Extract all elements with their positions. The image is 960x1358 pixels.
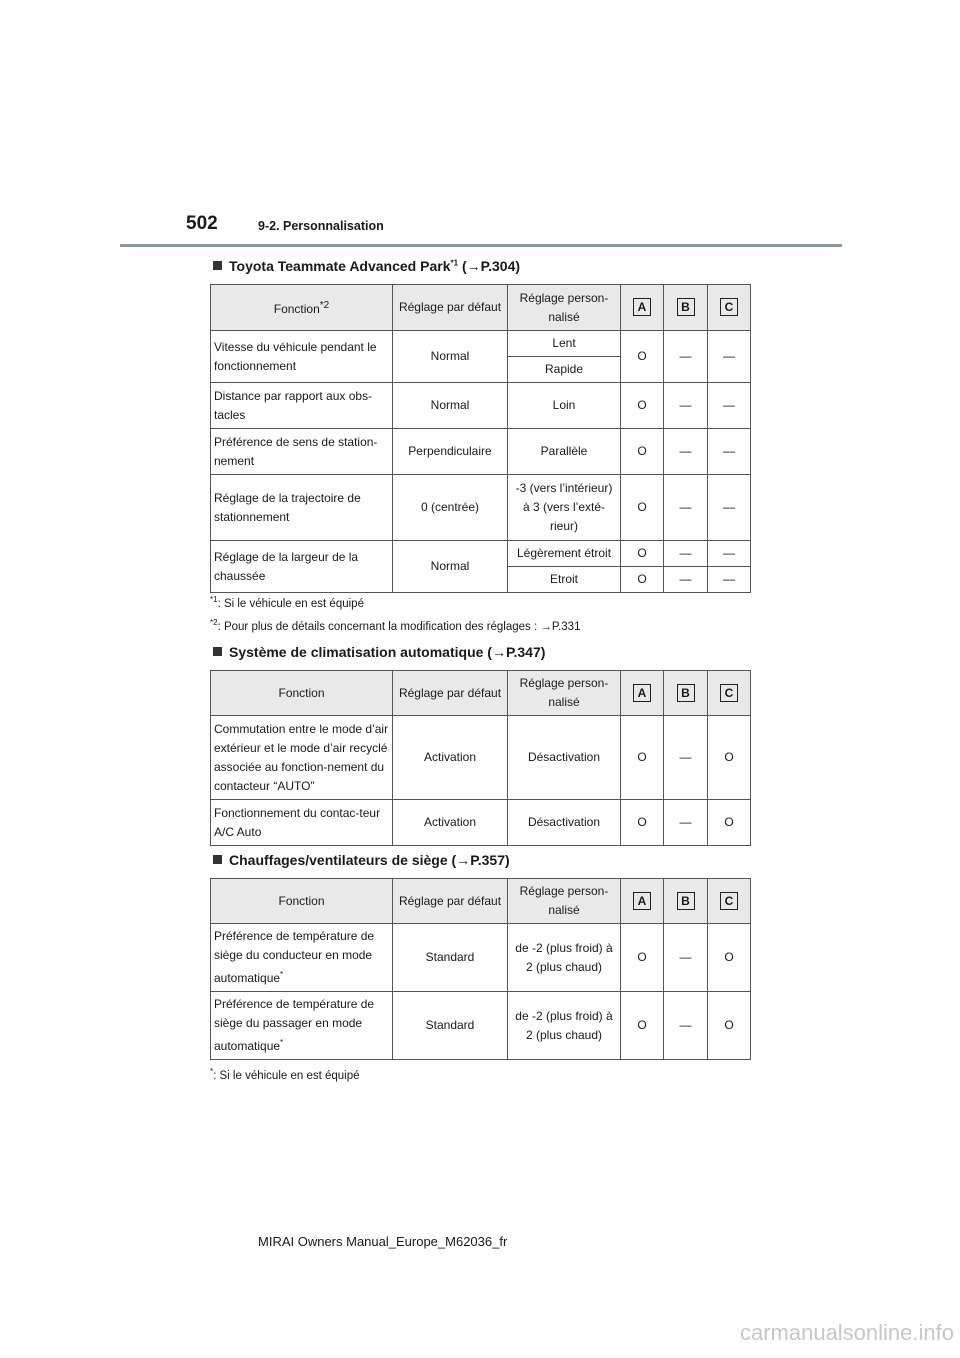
cell-a: O: [621, 541, 664, 567]
cell-b: —: [664, 383, 708, 429]
header-col-b: B: [664, 285, 708, 331]
cell-c: O: [708, 800, 751, 846]
cell-c: —: [708, 383, 751, 429]
cell-a: O: [621, 475, 664, 541]
header-function: Fonction: [211, 671, 393, 716]
table-row: [211, 716, 751, 800]
header-col-a: A: [621, 879, 664, 924]
section-title-advanced-park: Toyota Teammate Advanced Park$^{*1}$ (→P.304): [213, 258, 520, 274]
cell-a: O: [621, 992, 664, 1060]
cell-c: —: [708, 331, 751, 383]
cell-b: —: [664, 541, 708, 567]
cell-c: O: [708, 992, 751, 1060]
cell-default: Normal: [393, 383, 508, 429]
cell-function: Préférence de température de siège du conducteur en mode automatique*: [211, 924, 393, 992]
cell-a: O: [621, 567, 664, 593]
page-number: 502: [186, 213, 218, 234]
cell-custom: de -2 (plus froid) à 2 (plus chaud): [508, 924, 621, 992]
cell-function: Préférence de sens de station-nement: [211, 429, 393, 475]
advanced-park-table: [210, 284, 751, 593]
header-col-c: C: [708, 671, 751, 716]
section-title-climate: Système de climatisation automatique (→P.347): [213, 644, 545, 660]
table-row: [211, 331, 751, 357]
footnote: $^{*1}$: Si le véhicule en est équipé: [210, 595, 364, 610]
cell-custom: Désactivation: [508, 800, 621, 846]
cell-default: Standard: [393, 992, 508, 1060]
header-custom: Réglage person-nalisé: [508, 671, 621, 716]
cell-custom: Rapide: [508, 357, 621, 383]
cell-default: Standard: [393, 924, 508, 992]
table-row: [211, 541, 751, 567]
cell-b: —: [664, 331, 708, 383]
cell-a: O: [621, 331, 664, 383]
cell-default: 0 (centrée): [393, 475, 508, 541]
cell-function: Réglage de la largeur de la chaussée: [211, 541, 393, 593]
header-col-a: A: [621, 285, 664, 331]
cell-a: O: [621, 716, 664, 800]
square-bullet-icon: [213, 261, 222, 270]
cell-b: —: [664, 800, 708, 846]
cell-function: Fonctionnement du contac-teur A/C Auto: [211, 800, 393, 846]
watermark: carmanualsonline.info: [739, 1320, 954, 1345]
cell-b: —: [664, 429, 708, 475]
header-col-b: B: [664, 879, 708, 924]
section-heading: 9-2. Personnalisation: [258, 219, 384, 233]
cell-custom: Loin: [508, 383, 621, 429]
cell-b: —: [664, 992, 708, 1060]
square-bullet-icon: [213, 647, 222, 656]
header-col-b: B: [664, 671, 708, 716]
table-header-row: [211, 879, 751, 924]
cell-c: —: [708, 429, 751, 475]
table-row: [211, 992, 751, 1060]
header-custom: Réglage person-nalisé: [508, 879, 621, 924]
table-row: [211, 383, 751, 429]
cell-custom: de -2 (plus froid) à 2 (plus chaud): [508, 992, 621, 1060]
table-header-row: [211, 671, 751, 716]
cell-function: Distance par rapport aux obs-tacles: [211, 383, 393, 429]
cell-default: Normal: [393, 541, 508, 593]
cell-b: —: [664, 924, 708, 992]
cell-custom: Désactivation: [508, 716, 621, 800]
cell-a: O: [621, 800, 664, 846]
cell-function: Préférence de température de siège du passager en mode automatique*: [211, 992, 393, 1060]
table-header-row: [211, 285, 751, 331]
header-function: Fonction$^{*2}$: [211, 285, 393, 331]
climate-table: [210, 670, 751, 846]
cell-c: O: [708, 716, 751, 800]
cell-custom: Lent: [508, 331, 621, 357]
cell-custom: Etroit: [508, 567, 621, 593]
cell-b: —: [664, 567, 708, 593]
cell-default: Activation: [393, 800, 508, 846]
cell-a: O: [621, 924, 664, 992]
table-row: [211, 429, 751, 475]
cell-function: Commutation entre le mode d’air extérieur et le mode d’air recyclé associée au fonction-nement du contacteur “AUTO”: [211, 716, 393, 800]
cell-a: O: [621, 429, 664, 475]
cell-custom: Légèrement étroit: [508, 541, 621, 567]
cell-function: Réglage de la trajectoire de stationnement: [211, 475, 393, 541]
header-default: Réglage par défaut: [393, 671, 508, 716]
cell-c: —: [708, 541, 751, 567]
cell-custom: -3 (vers l’intérieur) à 3 (vers l’exté-rieur): [508, 475, 621, 541]
cell-b: —: [664, 716, 708, 800]
header-custom: Réglage person-nalisé: [508, 285, 621, 331]
table-row: [211, 924, 751, 992]
cell-c: O: [708, 924, 751, 992]
cell-a: O: [621, 383, 664, 429]
header-function: Fonction: [211, 879, 393, 924]
cell-default: Perpendiculaire: [393, 429, 508, 475]
manual-footer: MIRAI Owners Manual_Europe_M62036_fr: [258, 1234, 508, 1249]
footnote: *: Si le véhicule en est équipé: [210, 1067, 360, 1082]
cell-default: Activation: [393, 716, 508, 800]
square-bullet-icon: [213, 855, 222, 864]
cell-c: —: [708, 567, 751, 593]
footnote: $^{*2}$: Pour plus de détails concernant la modification des réglages : →P.331: [210, 618, 581, 633]
cell-custom: Parallèle: [508, 429, 621, 475]
table-row: [211, 800, 751, 846]
section-title-seat-heaters: Chauffages/ventilateurs de siège (→P.357): [213, 852, 510, 868]
cell-c: —: [708, 475, 751, 541]
cell-function: Vitesse du véhicule pendant le fonctionnement: [211, 331, 393, 383]
seat-heater-table: [210, 878, 751, 1060]
table-row: [211, 475, 751, 541]
cell-b: —: [664, 475, 708, 541]
header-default: Réglage par défaut: [393, 285, 508, 331]
header-col-a: A: [621, 671, 664, 716]
cell-default: Normal: [393, 331, 508, 383]
header-divider: [120, 244, 842, 247]
header-col-c: C: [708, 879, 751, 924]
header-default: Réglage par défaut: [393, 879, 508, 924]
header-col-c: C: [708, 285, 751, 331]
